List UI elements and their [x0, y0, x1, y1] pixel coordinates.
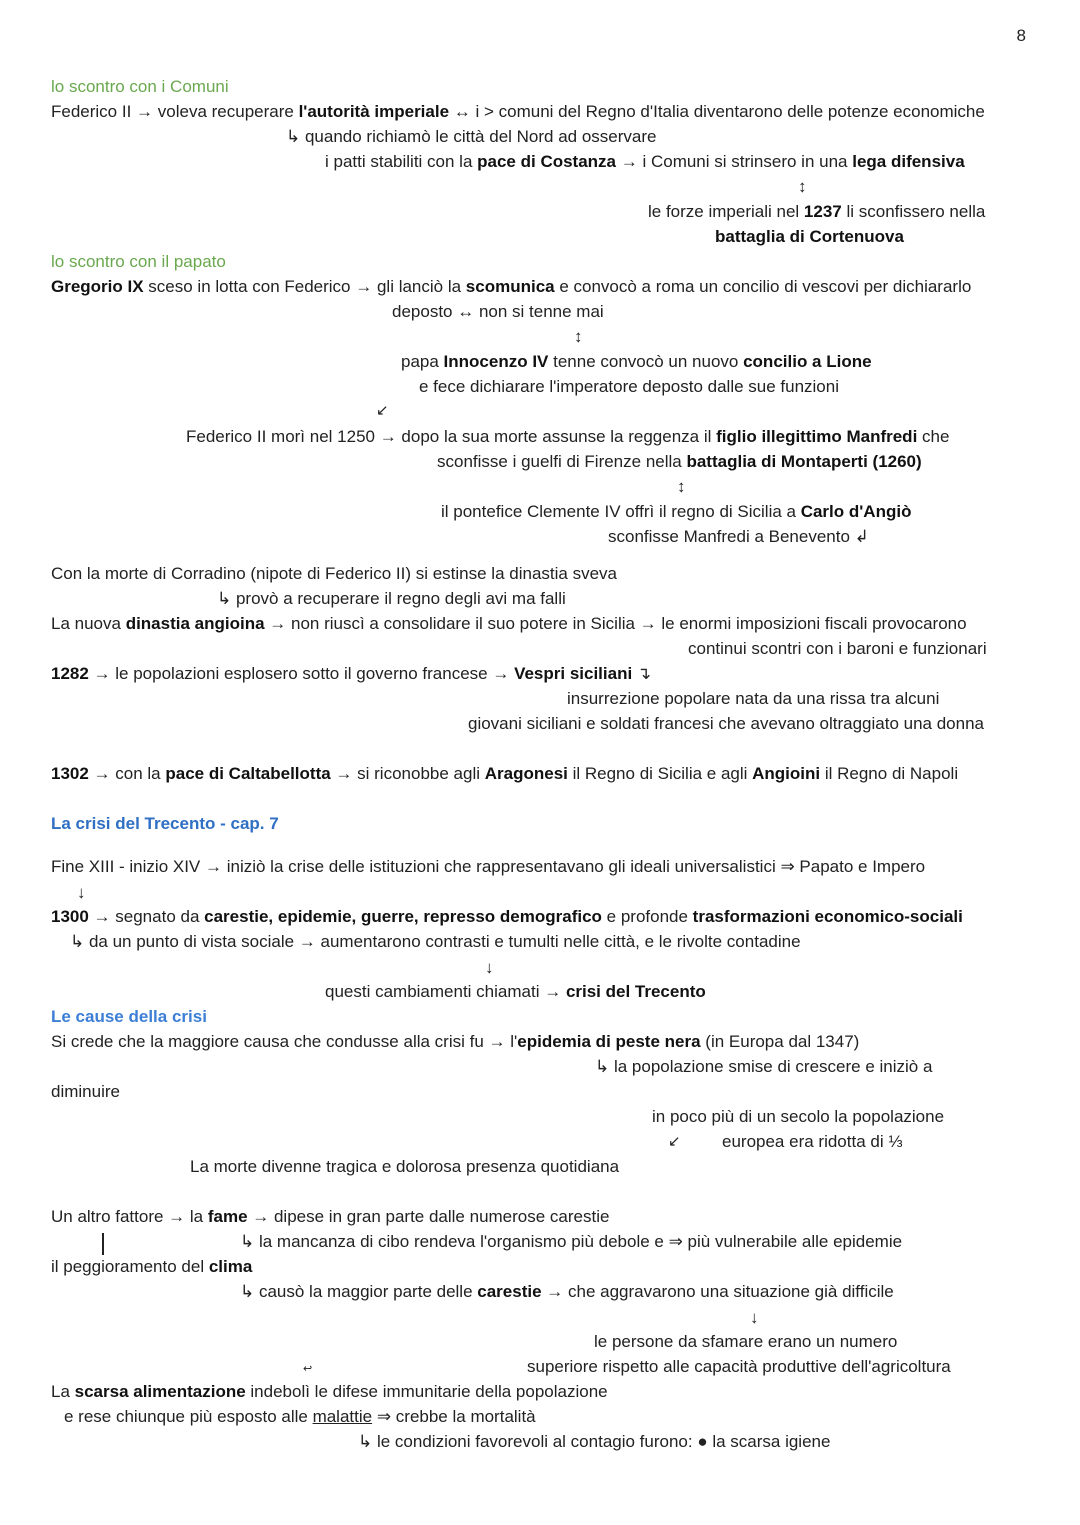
text-line: insurrezione popolare nata da una rissa tra alcuni	[567, 689, 940, 708]
text-line: deposto ↔ non si tenne mai	[392, 302, 604, 321]
text-line: ↳ la popolazione smise di crescere e iniziò a	[595, 1057, 933, 1076]
updown-arrow-icon: ↕	[574, 327, 583, 346]
page-number: 8	[1016, 26, 1026, 45]
text-line: Gregorio IX sceso in lotta con Federico → gli lanciò la scomunica e convocò a roma un concilio di vescovi per dichiararlo	[51, 277, 972, 296]
text-line: Un altro fattore → la fame → dipese in gran parte dalle numerose carestie	[51, 1207, 610, 1226]
down-arrow-icon: ↓	[485, 958, 494, 977]
text-line: Federico II morì nel 1250 → dopo la sua morte assunse la reggenza il figlio illegittimo Manfredi che	[186, 427, 950, 446]
text-line: sconfisse Manfredi a Benevento ↲	[608, 527, 869, 546]
text-line: diminuire	[51, 1082, 120, 1101]
vertical-connector-line	[102, 1233, 104, 1255]
return-arrow-icon: ↩	[303, 1363, 313, 1375]
heading-scontro-comuni: lo scontro con i Comuni	[51, 77, 229, 96]
text-line: Fine XIII - inizio XIV → iniziò la crise delle istituzioni che rappresentavano gli ideali universalistici ⇒ Papato e Impero	[51, 857, 926, 876]
text-line: superiore rispetto alle capacità produttive dell'agricoltura	[527, 1357, 951, 1376]
text-line: ↳ le condizioni favorevoli al contagio furono: ● la scarsa igiene	[358, 1432, 831, 1451]
text-line: in poco più di un secolo la popolazione	[652, 1107, 945, 1126]
text-line: giovani siciliani e soldati francesi che avevano oltraggiato una donna	[468, 714, 985, 733]
text-line: il pontefice Clemente IV offrì il regno di Sicilia a Carlo d'Angiò	[441, 502, 912, 521]
text-line: 1282 → le popolazioni esplosero sotto il governo francese → Vespri siciliani ↴	[51, 664, 652, 683]
text-line: La nuova dinastia angioina → non riuscì a consolidare il suo potere in Sicilia → le enormi imposizioni fiscali provocarono	[51, 614, 967, 633]
heading-cause-crisi: Le cause della crisi	[51, 1007, 207, 1026]
text-line: 1300 → segnato da carestie, epidemie, guerre, represso demografico e profonde trasformazioni economico-sociali	[51, 907, 963, 926]
text-line: Si crede che la maggiore causa che condusse alla crisi fu → l'epidemia di peste nera (in Europa dal 1347)	[51, 1032, 860, 1051]
text-line: i patti stabiliti con la pace di Costanza → i Comuni si strinsero in una lega difensiva	[325, 152, 965, 171]
text-line: il peggioramento del clima	[51, 1257, 253, 1276]
text-line: europea era ridotta di ⅓	[722, 1132, 903, 1151]
updown-arrow-icon: ↕	[798, 177, 807, 196]
text-line: Con la morte di Corradino (nipote di Federico II) si estinse la dinastia sveva	[51, 564, 617, 583]
text-line: La scarsa alimentazione indebolì le difese immunitarie della popolazione	[51, 1382, 608, 1401]
heading-scontro-papato: lo scontro con il papato	[51, 252, 226, 271]
text-line: le persone da sfamare erano un numero	[594, 1332, 898, 1351]
text-line: le forze imperiali nel 1237 li sconfissero nella	[648, 202, 986, 221]
text-line: e fece dichiarare l'imperatore deposto dalle sue funzioni	[419, 377, 839, 396]
text-line: Federico II → voleva recuperare l'autorità imperiale ↔ i > comuni del Regno d'Italia diventarono delle potenze economiche	[51, 102, 985, 121]
text-line: ↳ da un punto di vista sociale → aumentarono contrasti e tumulti nelle città, e le rivolte contadine	[70, 932, 801, 951]
text-line: La morte divenne tragica e dolorosa presenza quotidiana	[190, 1157, 620, 1176]
text-line: questi cambiamenti chiamati → crisi del Trecento	[325, 982, 706, 1001]
down-left-arrow-icon: ↙	[376, 402, 389, 419]
text-line: e rese chiunque più esposto alle malattie ⇒ crebbe la mortalità	[64, 1407, 536, 1426]
text-line: ↳ la mancanza di cibo rendeva l'organismo più debole e ⇒ più vulnerabile alle epidemie	[240, 1232, 903, 1251]
text-line: ↳ quando richiamò le città del Nord ad osservare	[286, 127, 657, 146]
updown-arrow-icon: ↕	[677, 477, 686, 496]
down-left-arrow-icon: ↙	[668, 1133, 681, 1150]
down-arrow-icon: ↓	[77, 883, 86, 902]
text-line: continui scontri con i baroni e funzionari	[688, 639, 987, 658]
text-line: ↳ causò la maggior parte delle carestie → che aggravarono una situazione già difficile	[240, 1282, 894, 1301]
text-line: sconfisse i guelfi di Firenze nella battaglia di Montaperti (1260)	[437, 452, 922, 471]
text-line: papa Innocenzo IV tenne convocò un nuovo concilio a Lione	[401, 352, 872, 371]
text-line: ↳ provò a recuperare il regno degli avi ma falli	[217, 589, 566, 608]
text-line: 1302 → con la pace di Caltabellotta → si riconobbe agli Aragonesi il Regno di Sicilia e agli Angioini il Regno di Napoli	[51, 764, 959, 783]
heading-crisi-trecento: La crisi del Trecento - cap. 7	[51, 814, 279, 833]
text-line: battaglia di Cortenuova	[715, 227, 904, 246]
down-arrow-icon: ↓	[750, 1308, 759, 1327]
